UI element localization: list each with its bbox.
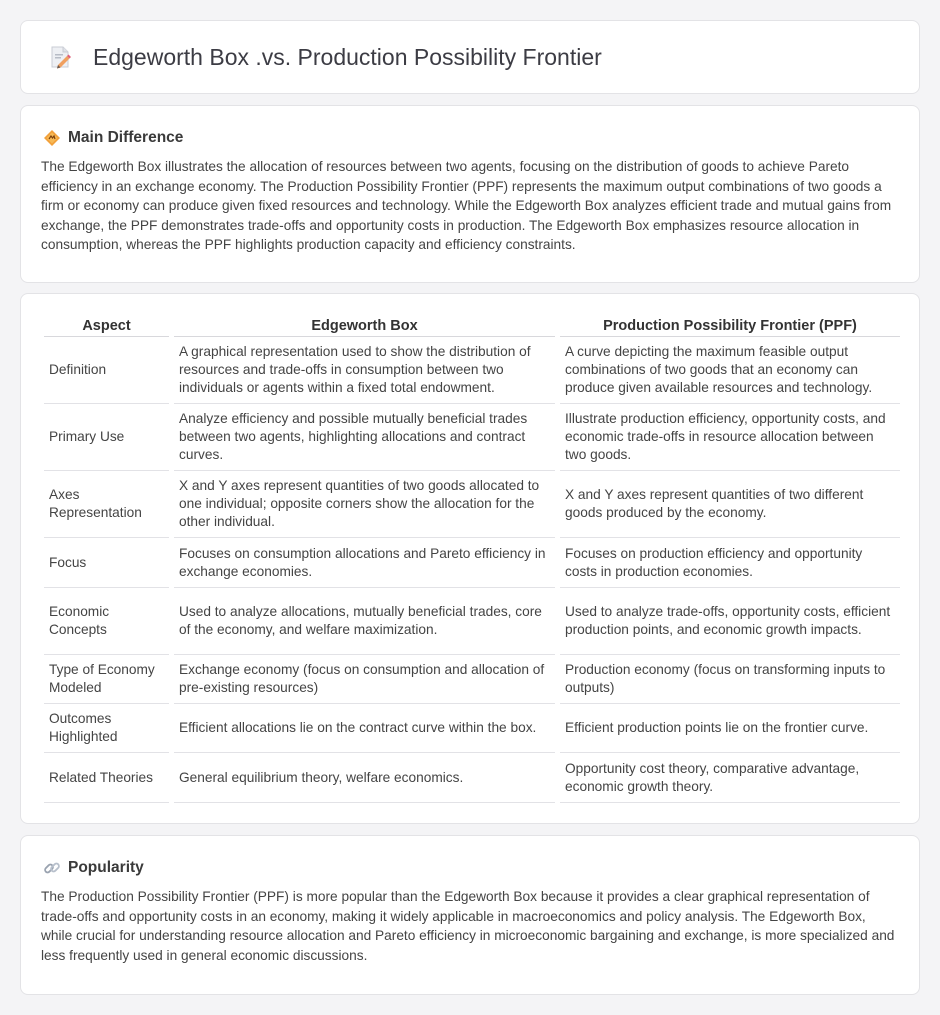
column-header-ppf: Production Possibility Frontier (PPF) <box>560 314 900 337</box>
main-difference-heading: Main Difference <box>68 129 184 146</box>
ppf-cell: X and Y axes represent quantities of two different goods produced by the economy. <box>560 471 900 538</box>
edgeworth-cell: General equilibrium theory, welfare economics. <box>174 753 555 803</box>
ppf-cell: Used to analyze trade-offs, opportunity costs, efficient production points, and economic growth impacts. <box>560 588 900 655</box>
ppf-cell: Illustrate production efficiency, opportunity costs, and economic trade-offs in resource allocation between two goods. <box>560 404 900 471</box>
table-row <box>44 588 900 655</box>
table-row <box>44 337 900 404</box>
aspect-cell: Related Theories <box>44 753 169 803</box>
main-difference-header <box>21 106 919 148</box>
title-row <box>21 21 919 93</box>
ppf-cell: A curve depicting the maximum feasible output combinations of two goods that an economy can produce given available resources and technology. <box>560 337 900 404</box>
table-row <box>44 404 900 471</box>
edgeworth-cell: X and Y axes represent quantities of two goods allocated to one individual; opposite corners show the allocation for the other individual. <box>174 471 555 538</box>
popularity-heading: Popularity <box>68 859 144 876</box>
diamond-sign-icon <box>43 129 61 147</box>
popularity-section <box>20 835 920 995</box>
edgeworth-cell: Analyze efficiency and possible mutually beneficial trades between two agents, highlighting allocations and contract curves. <box>174 404 555 471</box>
main-difference-section <box>20 105 920 283</box>
comparison-table <box>39 314 905 803</box>
table-row <box>44 471 900 538</box>
ppf-cell: Production economy (focus on transforming inputs to outputs) <box>560 655 900 704</box>
aspect-cell: Primary Use <box>44 404 169 471</box>
column-header-aspect: Aspect <box>44 314 169 337</box>
table-row <box>44 704 900 753</box>
aspect-cell: Economic Concepts <box>44 588 169 655</box>
table-row <box>44 538 900 588</box>
ppf-cell: Efficient production points lie on the frontier curve. <box>560 704 900 753</box>
ppf-cell: Focuses on production efficiency and opportunity costs in production economies. <box>560 538 900 588</box>
edgeworth-cell: Efficient allocations lie on the contract curve within the box. <box>174 704 555 753</box>
table-row <box>44 655 900 704</box>
page-title: Edgeworth Box .vs. Production Possibility Frontier <box>93 43 602 70</box>
aspect-cell: Type of Economy Modeled <box>44 655 169 704</box>
aspect-cell: Focus <box>44 538 169 588</box>
popularity-header <box>21 836 919 878</box>
aspect-cell: Definition <box>44 337 169 404</box>
column-header-edgeworth: Edgeworth Box <box>174 314 555 337</box>
title-card <box>20 20 920 94</box>
ppf-cell: Opportunity cost theory, comparative advantage, economic growth theory. <box>560 753 900 803</box>
link-icon <box>43 859 61 877</box>
main-difference-text: The Edgeworth Box illustrates the allocation of resources between two agents, focusing on the distribution of goods to achieve Pareto efficiency in an exchange economy. The Production Possibility Frontier (PPF) represents the maximum output combinations of two goods a firm or economy can produce given fixed resources and technology. While the Edgeworth Box analyzes efficient trade and mutual gains from exchange, the PPF demonstrates trade-offs and opportunity costs in production. The Edgeworth Box emphasizes resource allocation in consumption, whereas the PPF highlights production capacity and efficiency constraints. <box>41 159 892 253</box>
table-header-row <box>44 314 900 337</box>
comparison-section <box>20 293 920 824</box>
edgeworth-cell: Exchange economy (focus on consumption and allocation of pre-existing resources) <box>174 655 555 704</box>
aspect-cell: Outcomes Highlighted <box>44 704 169 753</box>
document-edit-icon <box>47 44 73 70</box>
popularity-text: The Production Possibility Frontier (PPF) is more popular than the Edgeworth Box because it provides a clear graphical representation of trade-offs and opportunity costs in an economy, making it widely applicable in macroeconomics and policy analysis. The Edgeworth Box, while crucial for understanding resource allocation and Pareto efficiency in microeconomic bargaining and exchange, is more specialized and less frequently used in general economic discussions. <box>41 889 895 963</box>
aspect-cell: Axes Representation <box>44 471 169 538</box>
edgeworth-cell: Focuses on consumption allocations and Pareto efficiency in exchange economies. <box>174 538 555 588</box>
edgeworth-cell: Used to analyze allocations, mutually beneficial trades, core of the economy, and welfare maximization. <box>174 588 555 655</box>
edgeworth-cell: A graphical representation used to show the distribution of resources and trade-offs in consumption between two individuals or agents within a fixed total endowment. <box>174 337 555 404</box>
table-row <box>44 753 900 803</box>
